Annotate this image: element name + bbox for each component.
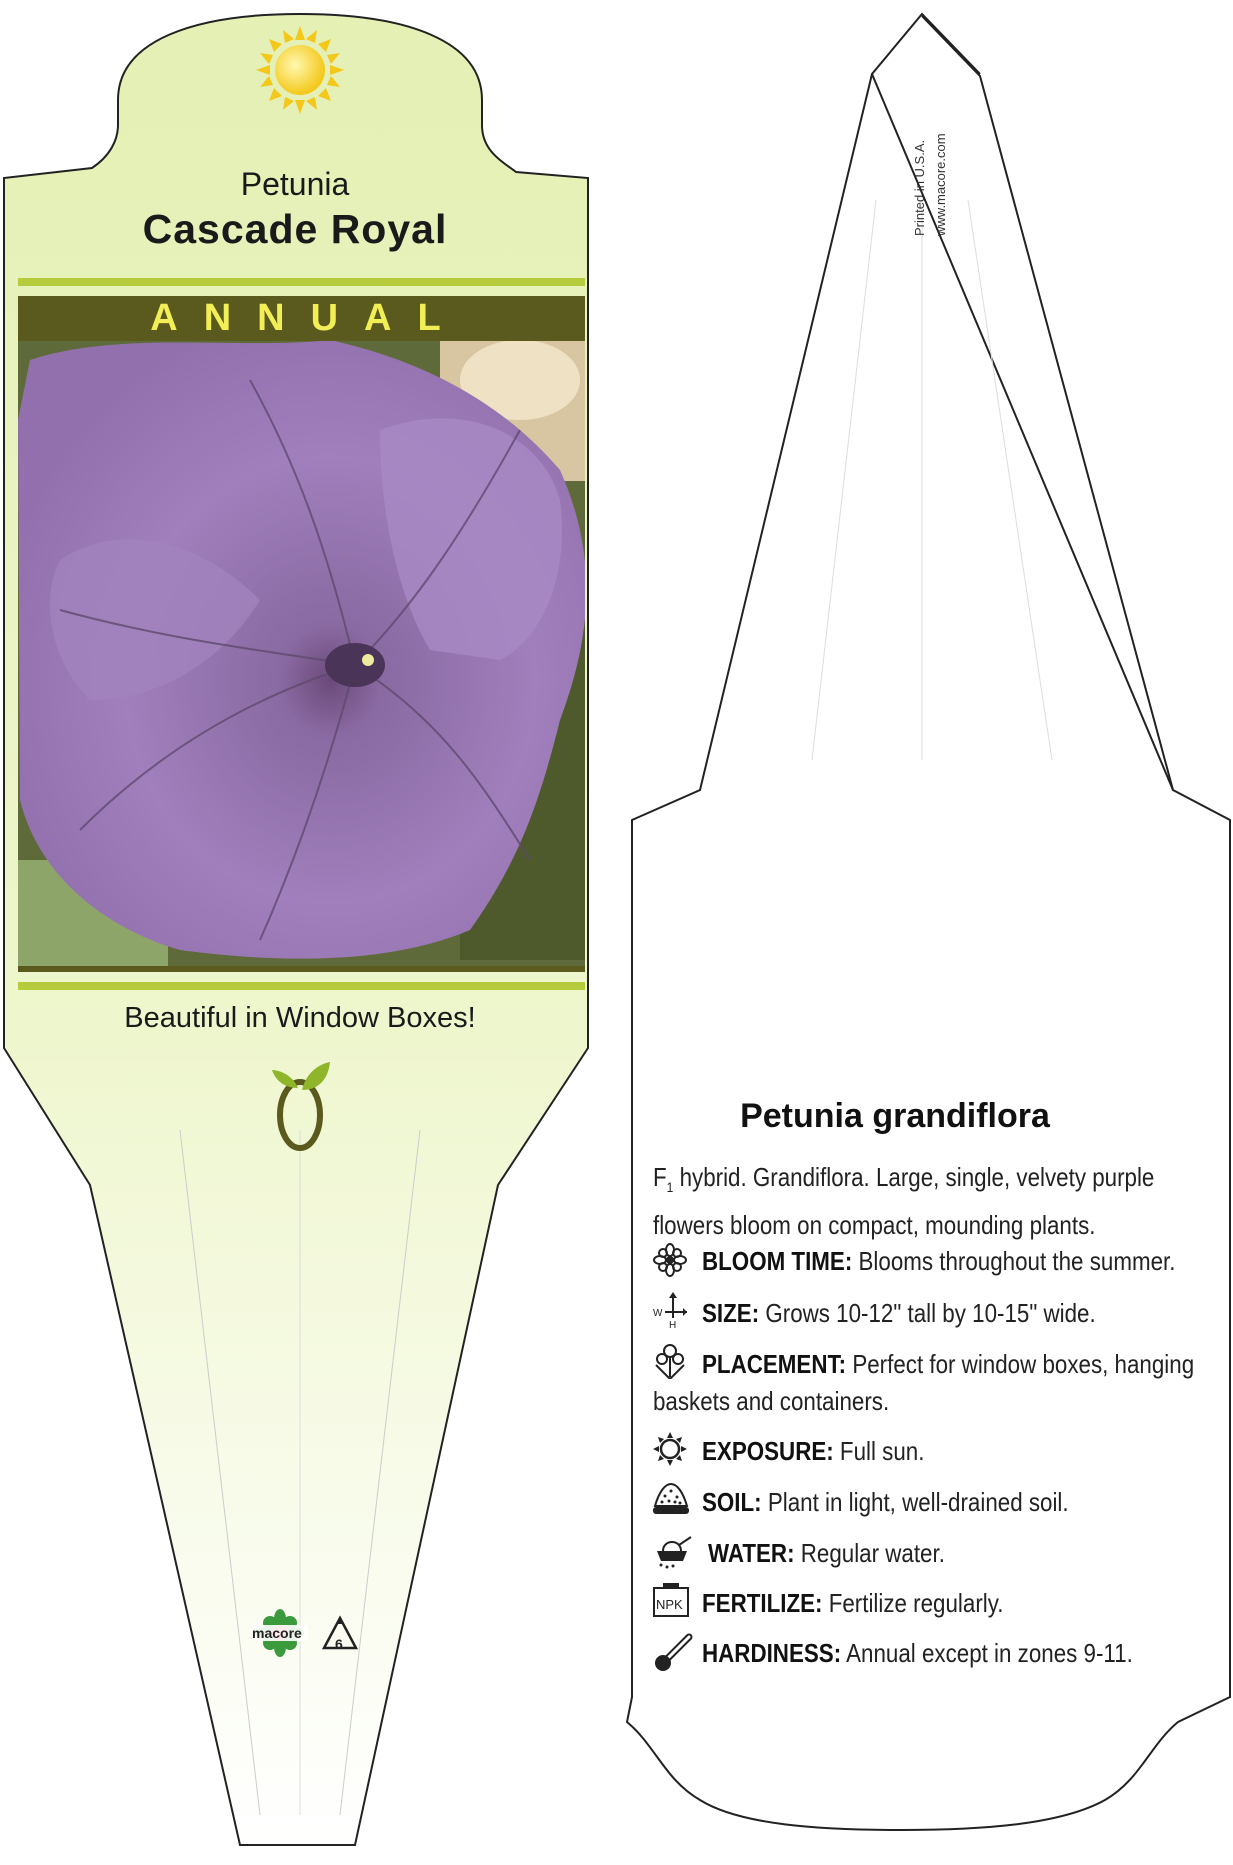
- plant-description: $F_1$ hybrid. Grandiflora. Large, single, velvety purple flowers bloom on compact, mounding plants.: [653, 1162, 1155, 1241]
- soil-icon: [653, 1482, 689, 1516]
- care-size: SIZE: Grows 10-12" tall by 10-15" wide.: [702, 1298, 1096, 1328]
- brand-label: macore: [252, 1625, 302, 1641]
- npk-icon: [653, 1583, 689, 1617]
- svg-text:NPK: NPK: [656, 1597, 683, 1612]
- care-placement: PLACEMENT: Perfect for window boxes, hanging: [702, 1349, 1195, 1379]
- flower-photo: [18, 340, 586, 966]
- tagline: Beautiful in Window Boxes!: [124, 1002, 476, 1034]
- botanical-heading: Petunia grandiflora: [740, 1097, 1050, 1135]
- size-icon: [653, 1292, 687, 1328]
- plant-genus: Petunia: [240, 166, 350, 202]
- website-label: www.macore.com: [933, 133, 948, 236]
- care-fertilize: FERTILIZE: Fertilize regularly.: [702, 1588, 1004, 1618]
- plant-variety: Cascade Royal: [142, 206, 448, 252]
- care-bloom-time: BLOOM TIME: Blooms throughout the summer.: [702, 1246, 1176, 1276]
- svg-text:W: W: [653, 1308, 663, 1319]
- care-placement-cont: baskets and containers.: [653, 1386, 890, 1416]
- thermometer-icon: [653, 1633, 693, 1673]
- svg-text:H: H: [669, 1320, 677, 1328]
- recycle-code: 6: [335, 1636, 343, 1652]
- category-label: ANNUAL: [150, 297, 467, 339]
- care-soil: SOIL: Plant in light, well-drained soil.: [702, 1487, 1069, 1517]
- care-water: WATER: Regular water.: [708, 1538, 945, 1568]
- sun-icon: [256, 26, 344, 114]
- sun-outline-icon: [653, 1432, 687, 1466]
- watering-can-icon: [653, 1531, 693, 1569]
- flower-icon: [653, 1243, 687, 1277]
- care-hardiness: HARDINESS: Annual except in zones 9-11.: [702, 1638, 1133, 1668]
- printed-in-label: Printed in U.S.A.: [912, 139, 927, 236]
- care-exposure: EXPOSURE: Full sun.: [702, 1436, 925, 1466]
- placement-icon: [653, 1343, 687, 1379]
